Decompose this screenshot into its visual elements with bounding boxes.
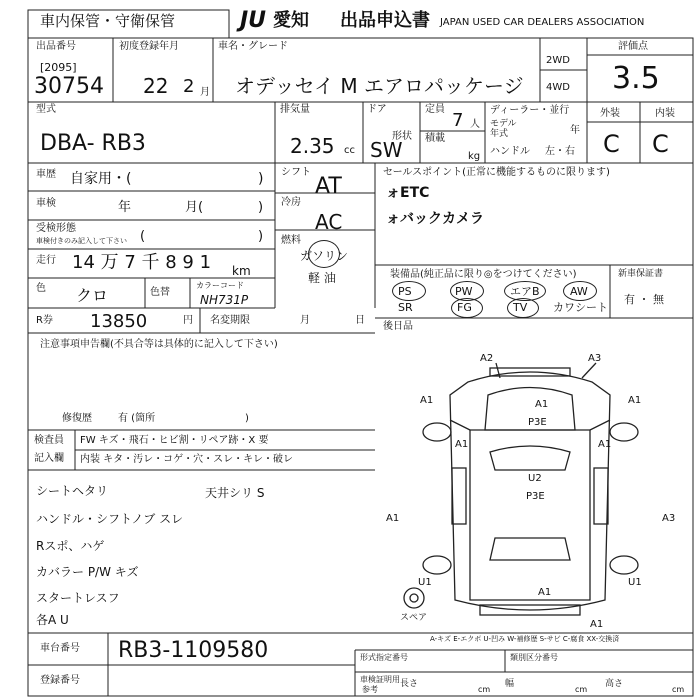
recycle-unit: 円: [183, 315, 193, 326]
damage-a1-rear-left: A1: [538, 587, 552, 598]
displacement-unit: cc: [344, 145, 355, 156]
inspection-close: ): [258, 200, 264, 215]
reg-month: 2: [183, 76, 195, 97]
form-title: 出品申込書: [340, 10, 430, 31]
damage-a2-top: A2: [480, 353, 494, 364]
lot-label: 出品番号: [36, 41, 76, 52]
equipment-airbag: エアB: [510, 285, 540, 298]
mileage-label: 走行: [36, 255, 56, 266]
capacity-label: 定員: [425, 104, 445, 115]
damage-a1-left: A1: [420, 395, 434, 406]
name-change-day: 日: [355, 315, 365, 326]
remark-line: ハンドル・シフトノブ スレ: [36, 512, 184, 526]
inspector-line-1: FW キズ・飛石・ヒビ割・リペア跡・X 要: [80, 435, 269, 446]
reg-year: 22: [143, 74, 169, 98]
damage-a3-top: A3: [588, 353, 602, 364]
remark-line: Rスポ、ハゲ: [36, 539, 105, 553]
equipment-tv: TV: [513, 301, 528, 314]
fuel-label: 燃料: [281, 235, 301, 246]
door-label: ドア: [367, 104, 387, 115]
model-year-label: モデル: [490, 119, 517, 129]
equipment-sr: SR: [398, 301, 413, 314]
load-label: 積載: [425, 133, 445, 144]
inspection-label: 車検: [36, 198, 56, 209]
damage-u1-right: U1: [628, 577, 642, 588]
remark-line: シートヘタリ: [36, 484, 109, 498]
inspector-label-1: 検査員: [34, 435, 64, 446]
circle-ps: [392, 281, 426, 301]
damage-a3-side-right: A3: [662, 513, 676, 524]
color-value: クロ: [76, 286, 109, 305]
fuel-gasoline: ガソリン: [300, 249, 349, 263]
mileage-unit: km: [232, 264, 251, 278]
rating-value: 3.5: [612, 61, 660, 96]
damage-u1-left: U1: [418, 577, 432, 588]
shape-label: 形状: [392, 131, 412, 142]
load-unit: kg: [468, 151, 481, 162]
color-code-label: カラーコード: [196, 281, 244, 290]
rating-label: 評価点: [618, 41, 648, 52]
receipt-note: 車検付きのみ記入して下さい: [36, 237, 127, 245]
displacement-label: 排気量: [280, 104, 310, 115]
type-label-2: 類別区分番号: [510, 653, 558, 662]
car-diagram: [404, 363, 638, 615]
lot-bracket: [2095]: [40, 61, 77, 74]
remark-line: カバラー P/W キズ: [36, 565, 139, 579]
recycle-value: 13850: [90, 311, 148, 332]
year-label: 年式: [490, 129, 509, 139]
repair-close: ): [245, 413, 249, 424]
handle-label: ハンドル: [490, 146, 530, 157]
height-unit: cm: [672, 685, 685, 694]
damage-u2: U2: [528, 473, 542, 484]
remark-right: 天井シリ S: [205, 486, 265, 500]
inspector-label-2: 記入欄: [34, 453, 64, 464]
attach-label: 後日品: [383, 321, 413, 332]
repair-value: 有 (箇所: [118, 413, 156, 424]
ref-label: 参考: [362, 685, 378, 694]
damage-a1-right: A1: [628, 395, 642, 406]
remark-line: スタートレスフ: [36, 591, 120, 605]
ju-logo: JU: [240, 8, 267, 33]
damage-p3e-roof: P3E: [526, 491, 545, 502]
damage-a1-mid-right: A1: [598, 439, 612, 450]
notes-label: 注意事項申告欄(不具合等は具体的に記入して下さい): [40, 339, 278, 350]
damage-a1-side-left: A1: [386, 513, 400, 524]
fuel-circle-mark: [308, 240, 340, 268]
length-unit: cm: [478, 685, 491, 694]
inspection-year: 年: [118, 200, 132, 215]
capacity-unit: 人: [470, 119, 480, 130]
car-name: オデッセイ M エアロパッケージ: [235, 74, 524, 98]
name-label: 車名・グレード: [218, 41, 288, 52]
sales-line1: ォETC: [386, 185, 430, 201]
receipt-close: ): [258, 229, 264, 244]
displacement-value: 2.35: [290, 134, 335, 158]
damage-legend: A-キズ E-エクボ U-凹み W-補修歴 S-サビ C-腐食 XX-交換済: [430, 635, 620, 643]
association-name: JAPAN USED CAR DEALERS ASSOCIATION: [440, 17, 645, 28]
reg-no-label: 登録番号: [40, 675, 80, 686]
sales-line2: ォバックカメラ: [386, 211, 484, 227]
fuel-diesel: 軽 油: [308, 271, 336, 285]
width-unit: cm: [575, 685, 588, 694]
damage-p3e-hood: P3E: [528, 417, 547, 428]
warranty-options: 有 ・ 無: [624, 293, 664, 306]
equipment-aw: AW: [570, 285, 588, 298]
exterior-label: 外装: [600, 108, 620, 119]
length-label: 長さ: [400, 679, 419, 689]
shape-value: SW: [370, 138, 403, 162]
cert-label: 車検証明用: [360, 675, 400, 684]
remark-line: 各A U: [36, 613, 69, 627]
spare-label: スペア: [400, 613, 428, 623]
first-reg-label: 初度登録年月: [119, 41, 179, 52]
recycle-label: R券: [36, 315, 53, 326]
color-code-value: NH731P: [200, 293, 249, 307]
handle-options: 左・右: [545, 146, 575, 157]
damage-a1-bottom: A1: [590, 619, 604, 630]
model-value: DBA- RB3: [40, 131, 146, 156]
chassis-label: 車台番号: [40, 643, 80, 654]
inspection-month: 月(: [185, 200, 204, 215]
storage-label: 車内保管・守衛保管: [40, 12, 176, 30]
exterior-value: C: [603, 130, 620, 158]
damage-a1-mid-left: A1: [455, 439, 469, 450]
sales-label: セールスポイント(正常に機能するものに限ります): [383, 167, 610, 178]
year-unit: 年: [570, 125, 580, 136]
receipt-label: 受検形態: [36, 223, 76, 234]
equipment-ps: PS: [398, 285, 412, 298]
history-label: 車歴: [36, 169, 56, 180]
interior-value: C: [652, 130, 669, 158]
receipt-open: (: [140, 229, 146, 244]
chassis-value: RB3-1109580: [118, 638, 269, 663]
reg-month-unit: 月: [200, 87, 210, 98]
width-label: 幅: [505, 679, 515, 689]
damage-a1-hood: A1: [535, 399, 549, 410]
height-label: 高さ: [605, 679, 624, 689]
color-change-label: 色替: [150, 287, 170, 298]
drive-4wd: 4WD: [546, 82, 570, 93]
name-change-month: 月: [300, 315, 310, 326]
ac-label: 冷房: [281, 197, 301, 208]
mileage-value: 14 万 7 千 8 9 1: [72, 252, 212, 273]
drive-2wd: 2WD: [546, 55, 570, 66]
repair-label: 修復歴: [62, 413, 92, 424]
equipment-pw: PW: [455, 285, 473, 298]
shift-value: AT: [315, 174, 342, 199]
dealer-label: ディーラー・並行: [490, 105, 570, 116]
equipment-label: 装備品(純正品に限り◎をつけてください): [390, 269, 577, 280]
history-value: 自家用・(: [70, 171, 132, 187]
warranty-label: 新車保証書: [618, 269, 664, 279]
interior-label: 内装: [655, 108, 675, 119]
capacity-value: 7: [452, 110, 464, 131]
circle-fg: [451, 298, 483, 318]
color-label: 色: [36, 283, 46, 294]
shift-label: シフト: [281, 167, 311, 178]
equipment-fg: FG: [457, 301, 472, 314]
type-label: 形式指定番号: [360, 653, 408, 662]
inspector-line-2: 内装 キタ・汚レ・コゲ・穴・スレ・キレ・破レ: [80, 454, 293, 465]
equipment-kawa-seat: カワシート: [553, 301, 608, 314]
model-label: 型式: [36, 104, 56, 115]
lot-number: 30754: [34, 74, 104, 99]
name-change-label: 名変期限: [210, 315, 250, 326]
brand-place: 愛知: [273, 10, 309, 31]
circle-tv: [507, 298, 539, 318]
circle-aw: [563, 281, 597, 301]
history-close: ): [258, 171, 264, 187]
ac-value: AC: [315, 210, 343, 234]
